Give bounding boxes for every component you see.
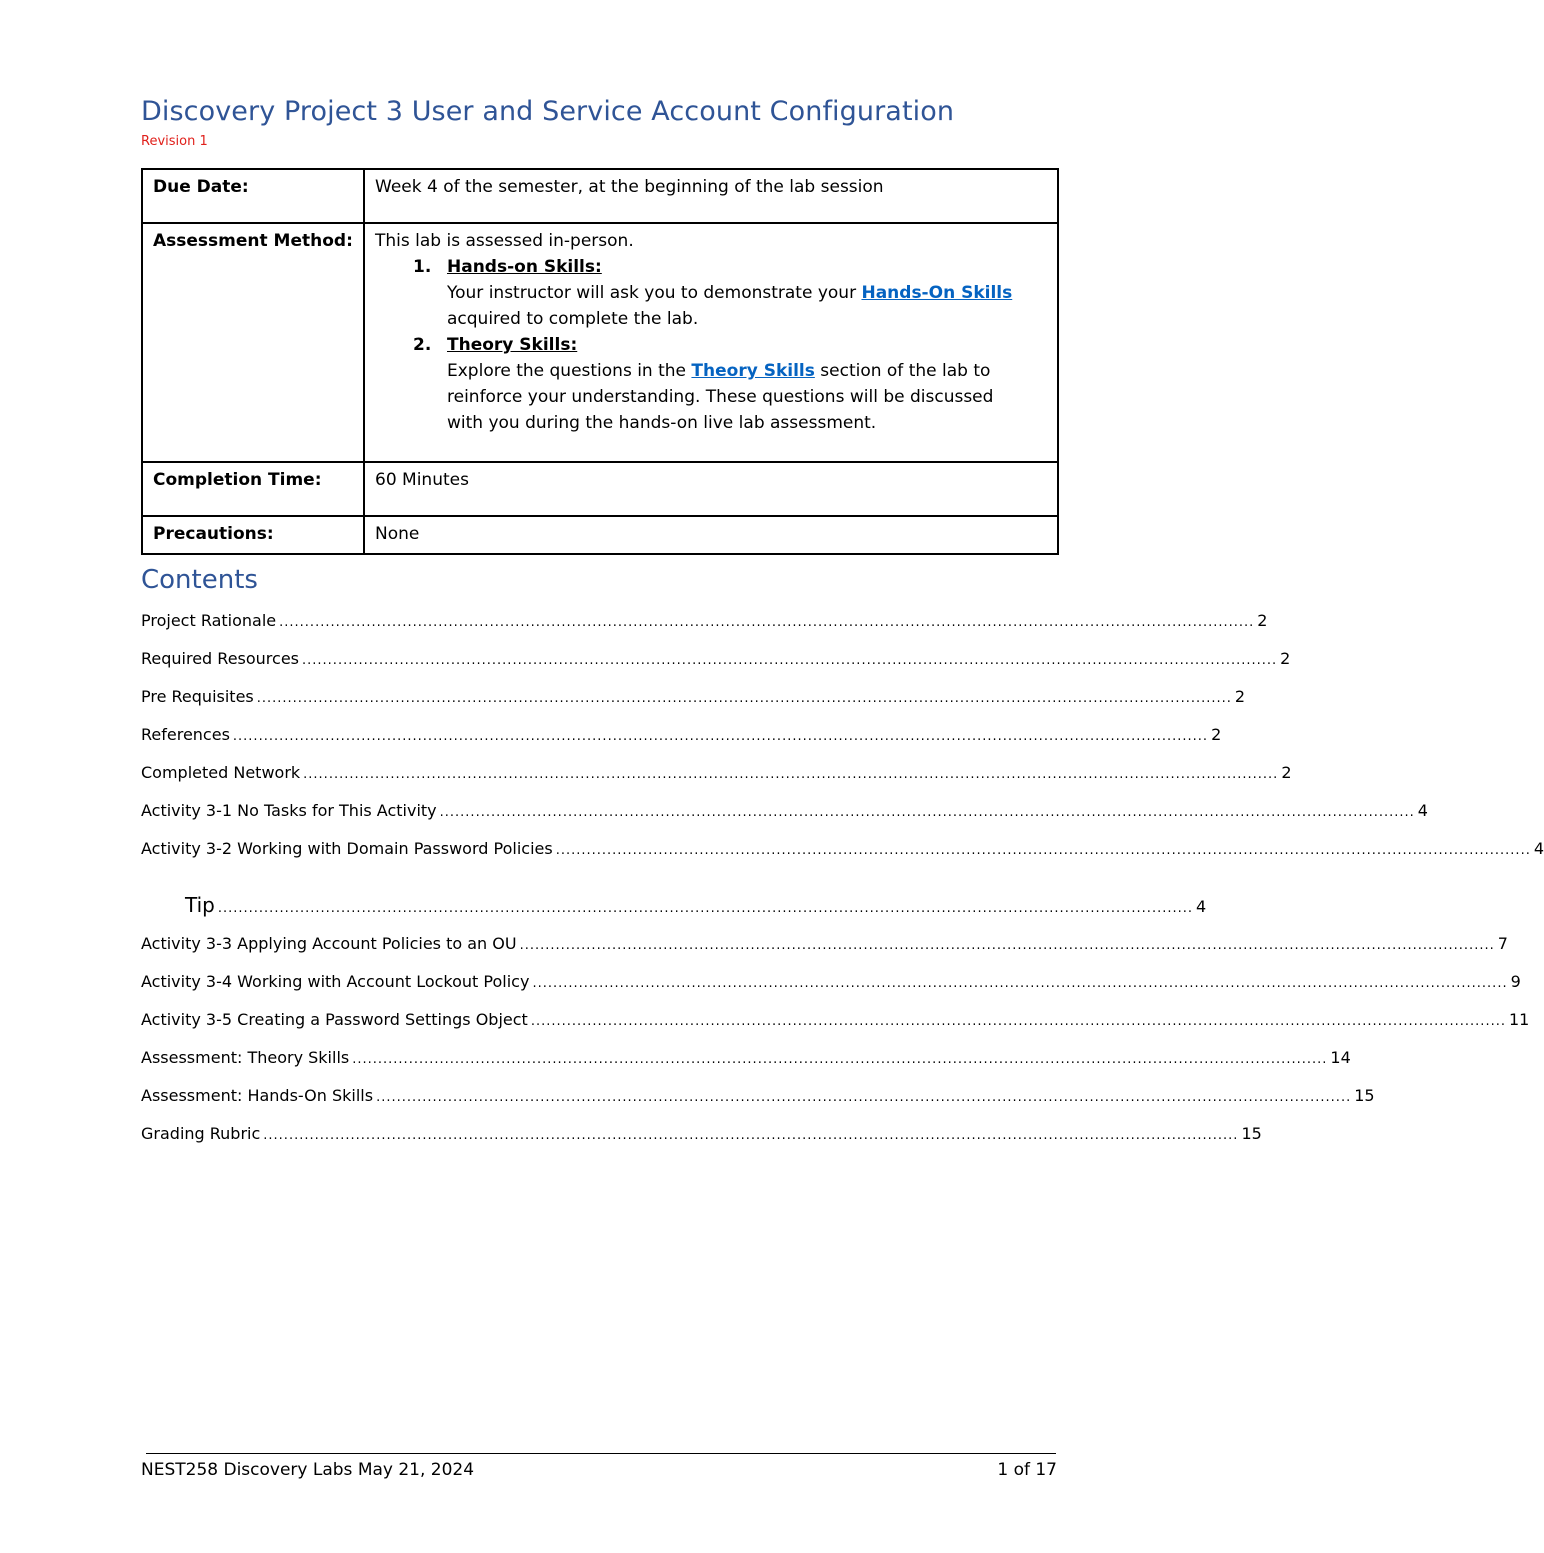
toc-entry-title: Project Rationale	[141, 611, 277, 630]
toc-entry-page: 14	[1330, 1048, 1351, 1067]
due-date-row	[142, 169, 1058, 223]
toc-entry-title: Assessment: Theory Skills	[141, 1048, 350, 1067]
toc-entry[interactable]	[141, 970, 1521, 994]
toc-entry-page: 15	[1241, 1124, 1262, 1143]
toc-entry-page: 2	[1211, 725, 1222, 744]
footer-course-date: NEST258 Discovery Labs May 21, 2024	[141, 1460, 475, 1480]
hands-on-skills-heading: Hands-on Skills:	[447, 257, 602, 277]
toc-entry[interactable]	[141, 761, 1292, 785]
toc-leader-dots: ..............................................................................................................................................................................................	[555, 843, 1531, 858]
hands-on-text-part: Your instructor will ask you to demonstrate your	[447, 283, 862, 303]
toc-entry-page: 11	[1508, 1010, 1530, 1029]
toc-leader-dots: ..............................................................................................................................................................................................	[302, 653, 1278, 668]
toc-entry[interactable]	[141, 1122, 1262, 1146]
toc-entry-title: Activity 3-3 Applying Account Policies to an OU	[141, 934, 517, 953]
completion-time-label: Completion Time:	[142, 462, 364, 516]
due-date-label: Due Date:	[142, 169, 364, 223]
theory-skills-heading: Theory Skills:	[447, 335, 578, 355]
toc-entry-title: Completed Network	[141, 763, 301, 782]
toc-entry-page: 4	[1533, 839, 1544, 858]
toc-leader-dots: ..............................................................................................................................................................................................	[530, 1014, 1506, 1029]
precautions-label: Precautions:	[142, 516, 364, 554]
skills-item-theory	[413, 332, 1047, 436]
toc-entry-title: Pre Requisites	[141, 687, 254, 706]
hands-on-skills-link[interactable]: Hands-On Skills	[861, 283, 1013, 303]
toc-entry-title: Activity 3-2 Working with Domain Password Policies	[141, 839, 553, 858]
toc-leader-dots: ..............................................................................................................................................................................................	[352, 1052, 1328, 1067]
toc-entry-page: 9	[1510, 972, 1521, 991]
assessment-skills-list	[375, 254, 1047, 436]
completion-time-value: 60 Minutes	[364, 462, 1058, 516]
toc-entry[interactable]	[141, 1008, 1530, 1032]
due-date-value: Week 4 of the semester, at the beginning of the lab session	[364, 169, 1058, 223]
toc-entry-page: 2	[1280, 649, 1291, 668]
toc-leader-dots: ..............................................................................................................................................................................................	[303, 767, 1279, 782]
revision-label: Revision 1	[141, 134, 208, 149]
assessment-intro: This lab is assessed in-person.	[375, 231, 634, 251]
document-title: Discovery Project 3 User and Service Account Configuration	[141, 96, 955, 127]
toc-leader-dots: ..............................................................................................................................................................................................	[376, 1090, 1352, 1105]
toc-entry[interactable]	[141, 685, 1246, 709]
skills-item-hands-on	[413, 254, 1047, 332]
toc-entry-page: 7	[1497, 934, 1508, 953]
toc-entry-title: Required Resources	[141, 649, 300, 668]
toc-leader-dots: ..............................................................................................................................................................................................	[263, 1128, 1239, 1143]
footer-page-number: 1 of 17	[997, 1460, 1057, 1480]
footer-divider	[146, 1453, 1056, 1454]
toc-entry-title: Assessment: Hands-On Skills	[141, 1086, 374, 1105]
toc-entry-page: 2	[1257, 611, 1268, 630]
toc-entry-title: Grading Rubric	[141, 1124, 261, 1143]
theory-skills-link[interactable]: Theory Skills	[691, 361, 815, 381]
toc-entry-page: 2	[1234, 687, 1246, 706]
toc-entry[interactable]	[141, 799, 1428, 823]
toc-entry[interactable]	[141, 1084, 1375, 1108]
assessment-method-label: Assessment Method:	[142, 223, 364, 462]
precautions-value: None	[364, 516, 1058, 554]
toc-entry-title: Tip	[185, 893, 215, 917]
lab-info-table	[141, 168, 1059, 555]
toc-leader-dots: ..............................................................................................................................................................................................	[532, 976, 1508, 991]
toc-leader-dots: ..............................................................................................................................................................................................	[519, 938, 1495, 953]
precautions-row	[142, 516, 1058, 554]
theory-text-part: Explore the questions in the	[447, 361, 692, 381]
assessment-method-value	[364, 223, 1058, 462]
toc-leader-dots: ..............................................................................................................................................................................................	[232, 729, 1209, 744]
toc-entry[interactable]	[141, 647, 1291, 671]
toc-entry[interactable]	[141, 1046, 1351, 1070]
toc-entry[interactable]	[141, 609, 1268, 633]
toc-entry[interactable]	[141, 837, 1544, 861]
toc-entry-page: 4	[1196, 897, 1207, 916]
theory-skills-text	[447, 358, 1017, 436]
toc-leader-dots: ..............................................................................................................................................................................................	[439, 805, 1415, 820]
toc-entry[interactable]	[141, 723, 1222, 747]
toc-entry-title: References	[141, 725, 230, 744]
toc-entry-page: 2	[1281, 763, 1292, 782]
toc-entry-tip[interactable]	[141, 893, 1207, 917]
list-number: 2.	[413, 335, 432, 355]
list-number: 1.	[413, 257, 432, 277]
hands-on-skills-text	[447, 280, 1047, 332]
theory-text-part: section of the lab to reinforce your understanding. These questions will be discussed with you during the hands-on live lab assessment.	[447, 361, 994, 433]
toc-entry-page: 15	[1354, 1086, 1375, 1105]
toc-entry-title: Activity 3-1 No Tasks for This Activity	[141, 801, 437, 820]
toc-entry[interactable]	[141, 932, 1508, 956]
toc-leader-dots: ..............................................................................................................................................................................................	[279, 615, 1255, 630]
toc-leader-dots: ..............................................................................................................................................................................................	[256, 691, 1232, 706]
hands-on-text-part: acquired to complete the lab.	[447, 309, 699, 329]
completion-time-row	[142, 462, 1058, 516]
toc-leader-dots: ..............................................................................................................................................................................................	[217, 901, 1194, 916]
assessment-method-row	[142, 223, 1058, 462]
toc-entry-page: 4	[1417, 801, 1428, 820]
toc-entry-title: Activity 3-4 Working with Account Lockout Policy	[141, 972, 530, 991]
contents-heading: Contents	[141, 565, 258, 595]
toc-entry-title: Activity 3-5 Creating a Password Settings Object	[141, 1010, 528, 1029]
